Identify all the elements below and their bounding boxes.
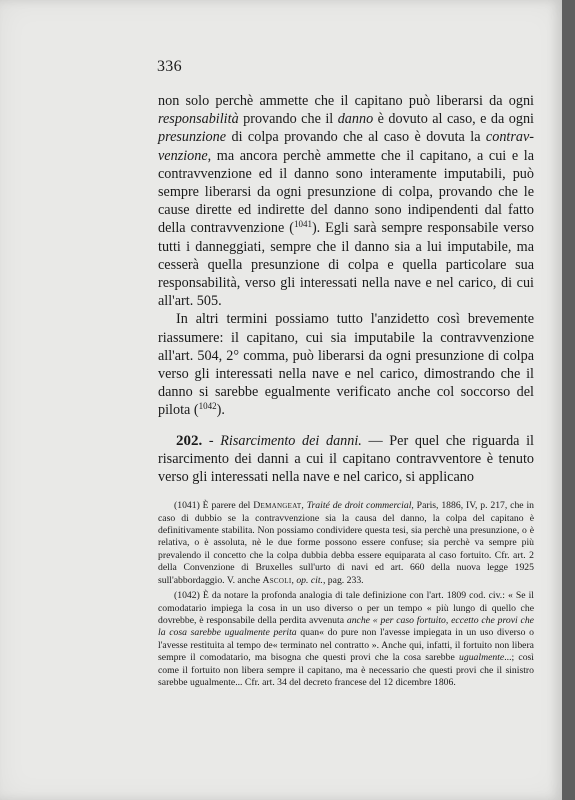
italic-term: responsabilità bbox=[158, 111, 239, 128]
text-run: ...; così come il fortuito non libera sempre il capitano, ma è necessario che questi provi che il sinistro sarebbe ugualmente... Cfr. art. 34 del decreto francese del 12 dicembre 1806. bbox=[158, 652, 534, 688]
italic-term: presunzione bbox=[158, 129, 227, 146]
page-number: 336 bbox=[157, 58, 182, 75]
text-run: ). Egli sarà sempre responsabile verso tutti i danneggiati, sempre che il danno sia a lui imputabile, ma cesserà quella presunzione di colpa e quella particolare sua responsabilità, verso gli interessati nella nave e nel carico, di cui all'art. 505. bbox=[158, 220, 535, 310]
text-run: , bbox=[291, 574, 297, 586]
footnote-1042 bbox=[158, 590, 534, 689]
text-run: In altri termini possiamo tutto l'anzidetto così brevemente riassumere: il capitano, cui sia imputabile la contravvenzione all'art. 504, 2° comma, può liberarsi da ogni presunzione di colpa verso gli interessati nella nave e nel carico, dimostrando che il danno si sarebbe egualmente verificato anche col soccorso del pilota ( bbox=[158, 311, 534, 419]
text-run: non solo perchè ammette che il capitano può liberarsi da ogni bbox=[158, 93, 534, 109]
text-run: di colpa provando che al caso è dovuta la bbox=[226, 129, 486, 146]
italic-term: ugualmente bbox=[459, 652, 505, 664]
footnote-reference: 1041 bbox=[293, 219, 312, 230]
page-content bbox=[158, 92, 534, 689]
text-run: , ma ancora perchè ammette che il capitano, a cui e la contravvenzione ed il danno sono interamente imputabili, può sempre liberarsi da ogni presunzione di colpa, provando che le cause dirette ed indirette del danno sono indipendenti dal fatto della contravvenzione ( bbox=[158, 147, 534, 237]
text-run: , Paris, 1886, IV, p. 217, che in caso di dubbio se la contravvenzione sia la causa del danno, la colpa del capitano è definitivamente stabilita. Non possiamo condividere questa tesi, sia perchè una presunzione, o è relativa, o è assoluta, nè le due forme possono essere confuse; sia perchè va sempre più prevalendo il concetto che la colpa dubbia debba essere equiparata al caso fortuito. Cfr. art. 2 della Convenzione di Bruxelles sull'urto di navi ed art. 660 della nuova legge 1925 sull'abbordaggio. V. anche bbox=[158, 500, 534, 586]
text-run: provando che il bbox=[238, 111, 338, 128]
text-run: , bbox=[301, 500, 307, 512]
section-paragraph bbox=[158, 432, 534, 487]
text-run: — Per quel che riguarda il risarcimento dei danni a cui il capitano contravventore è tenuto verso gli interessati nella nave e nel carico, si applicano bbox=[158, 432, 534, 486]
paragraph-summary bbox=[158, 310, 534, 419]
italic-term: danno bbox=[337, 111, 374, 128]
text-run: è dovuto al caso, e da ogni bbox=[373, 111, 535, 128]
text-run: (1042) È da notare la profonda analogia di tale definizione con l'art. 1809 cod. civ.: « Se il comodatario impiega la cosa in un uso diverso o per un tempo « più lungo di quello che dovrebbe, è responsabile della perdita avvenuta bbox=[158, 590, 534, 626]
section-number: 202. bbox=[176, 432, 203, 449]
italic-term: contravvenzione bbox=[158, 129, 534, 164]
body-text bbox=[158, 92, 534, 486]
text-run: quan« do pure non l'avesse impiegata in un uso diverso o l'avesse restituita al tempo de« terminato nel contratto ». Anche qui, infatti, il fortuito non libera sempre il comodatario, ma bisogna che questi provi che la cosa sarebbe bbox=[158, 627, 534, 664]
text-run: - bbox=[202, 432, 221, 449]
work-title: Traité de droit commercial bbox=[306, 500, 412, 512]
italic-quote: anche « per caso fortuito, eccetto che provi che la cosa sarebbe ugualmente perita bbox=[158, 614, 534, 639]
author-name: Demangeat bbox=[253, 500, 302, 512]
paragraph-continuation bbox=[158, 92, 534, 310]
author-name: Ascoli bbox=[262, 574, 292, 586]
footnote-reference: 1042 bbox=[198, 401, 217, 412]
footnote-1041 bbox=[158, 500, 534, 587]
page-edge-shadow bbox=[562, 0, 575, 800]
section-title: Risarcimento dei danni. bbox=[220, 432, 362, 449]
text-run: ). bbox=[216, 402, 225, 419]
text-run: (1041) È parere del bbox=[174, 500, 254, 512]
text-run: , pag. 233. bbox=[322, 574, 364, 586]
work-title: op. cit. bbox=[296, 574, 323, 586]
footnotes bbox=[158, 500, 534, 689]
